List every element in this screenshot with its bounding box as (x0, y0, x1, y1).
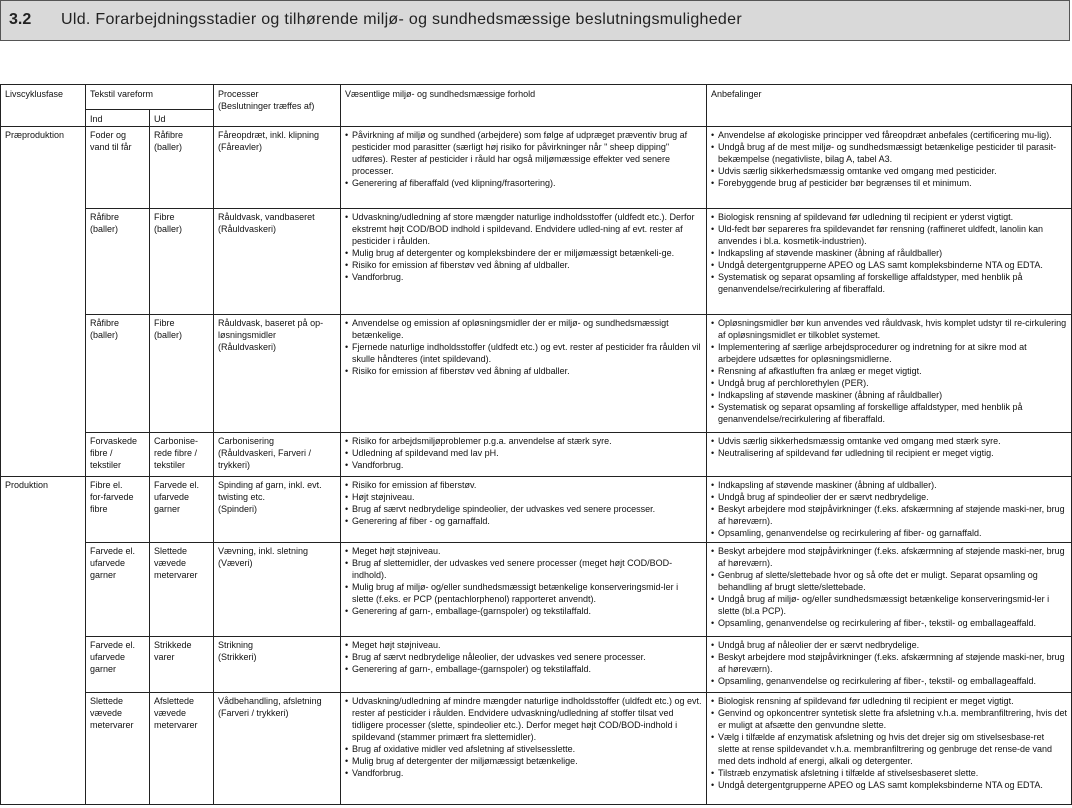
list-item: • Generering af garn-, emballage-(garnspoler) og tekstilaffald. (345, 605, 702, 617)
list-item: • Forebyggende brug af pesticider bør begrænses til et minimum. (711, 177, 1067, 189)
header-textile-form: Tekstil vareform (86, 85, 214, 110)
issues-cell (341, 693, 707, 805)
process-cell: Vådbehandling, afsletning (Farveri / trykkeri) (214, 693, 341, 805)
table-row (1, 637, 1072, 693)
list-item: • Udvis særlig sikkerhedsmæssig omtanke ved omgang med pesticider. (711, 165, 1067, 177)
process-cell: Strikning (Strikkeri) (214, 637, 341, 693)
recommendations-list (711, 479, 1067, 539)
out-cell: Strikkede varer (150, 637, 214, 693)
list-item: • Vælg i tilfælde af enzymatisk afsletning og hvis det drejer sig om stivelsesbase-ret slette at rense spildevandet v.h.a. membranfiltrering og genbruge det rense-de vand med dets indhold af energi, alkali og detergenter. (711, 731, 1067, 767)
in-cell: Slettede vævede metervarer (86, 693, 150, 805)
recommendations-list (711, 435, 1067, 459)
list-item: • Beskyt arbejdere mod støjpåvirkninger (f.eks. afskærmning af støjende maski-ner, brug af høreværn). (711, 545, 1067, 569)
recommendations-cell (707, 127, 1072, 209)
recommendations-list (711, 129, 1067, 189)
issues-list (345, 545, 702, 617)
recommendations-list (711, 695, 1067, 791)
recommendations-cell (707, 477, 1072, 543)
out-cell: Råfibre (baller) (150, 127, 214, 209)
recommendations-cell (707, 209, 1072, 315)
issues-list (345, 317, 702, 377)
list-item: • Risiko for emission af fiberstøv ved åbning af uldballer. (345, 365, 702, 377)
list-item: • Opløsningsmidler bør kun anvendes ved råuldvask, hvis komplet udstyr til re-cirkulering af opløsningsmidlet er tilkoblet systemet. (711, 317, 1067, 341)
list-item: • Udvaskning/udledning af mindre mængder naturlige indholdsstoffer (uldfedt etc.) og evt. rester af pesticider i råulden. Endvidere udvaskning/udledning af stoffer tilsat ved tidligere processer (slette, spindeolier etc.). Derfor meget højt COD/BOD-indhold i spildevand (stammer primært fra slettemidler). (345, 695, 702, 743)
issues-cell (341, 637, 707, 693)
table-row (1, 209, 1072, 315)
table-row (1, 693, 1072, 805)
out-cell: Fibre (baller) (150, 315, 214, 433)
header-recommendations: Anbefalinger (707, 85, 1072, 127)
list-item: • Fjernede naturlige indholdsstoffer (uldfedt etc.) og evt. rester af pesticider fra råulden vil skulle håndteres (intet spildevand). (345, 341, 702, 365)
process-cell: Spinding af garn, inkl. evt. twisting etc. (Spinderi) (214, 477, 341, 543)
phase-cell: Produktion (1, 477, 86, 805)
list-item: • Anvendelse og emission af opløsningsmidler der er miljø- og sundhedsmæssigt betænkelige. (345, 317, 702, 341)
table-row (1, 433, 1072, 477)
issues-cell (341, 543, 707, 637)
list-item: • Biologisk rensning af spildevand før udledning til recipient er meget vigtigt. (711, 695, 1067, 707)
issues-list (345, 695, 702, 779)
recommendations-cell (707, 693, 1072, 805)
issues-list (345, 129, 702, 189)
header-lifecycle: Livscyklusfase (1, 85, 86, 127)
in-cell: Farvede el. ufarvede garner (86, 637, 150, 693)
list-item: • Genvind og opkoncentrer syntetisk slette fra afsletning v.h.a. membranfiltrering, hvis det er muligt at afsætte den genvundne slette. (711, 707, 1067, 731)
list-item: • Tilstræb enzymatisk afsletning i tilfælde af stivelsesbaseret slette. (711, 767, 1067, 779)
list-item: • Udvaskning/udledning af store mængder naturlige indholdsstoffer (uldfedt etc.). Derfor ekstremt højt COD/BOD indhold i spildevand. Endvidere udled-ning af evt. rester af pesticider i råulden. (345, 211, 702, 247)
issues-cell (341, 127, 707, 209)
list-item: • Undgå brug af de mest miljø- og sundhedsmæssigt betænkelige pesticider til parasit-bekæmpelse (negativliste, bilag A, tabel A3. (711, 141, 1067, 165)
list-item: • Risiko for emission af fiberstøv ved åbning af uldballer. (345, 259, 702, 271)
list-item: • Brug af oxidative midler ved afsletning af stivelsesslette. (345, 743, 702, 755)
table-row (1, 477, 1072, 543)
list-item: • Rensning af afkastluften fra anlæg er meget vigtigt. (711, 365, 1067, 377)
list-item: • Udvis særlig sikkerhedsmæssig omtanke ved omgang med stærk syre. (711, 435, 1067, 447)
in-cell: Råfibre (baller) (86, 209, 150, 315)
section-number: 3.2 (9, 11, 32, 28)
list-item: • Biologisk rensning af spildevand før udledning til recipient er yderst vigtigt. (711, 211, 1067, 223)
list-item: • Generering af fiber - og garnaffald. (345, 515, 702, 527)
out-cell: Fibre (baller) (150, 209, 214, 315)
recommendations-list (711, 211, 1067, 295)
list-item: • Vandforbrug. (345, 271, 702, 283)
list-item: • Undgå brug af perchlorethylen (PER). (711, 377, 1067, 389)
list-item: • Systematisk og separat opsamling af forskellige affaldstyper, med henblik på genanvendelse/recirkulering af fiberaffald. (711, 401, 1067, 425)
list-item: • Opsamling, genanvendelse og recirkulering af fiber-, tekstil- og emballageaffald. (711, 617, 1067, 629)
out-cell: Slettede vævede metervarer (150, 543, 214, 637)
in-cell: Forvaskede fibre / tekstiler (86, 433, 150, 477)
in-cell: Foder og vand til får (86, 127, 150, 209)
process-cell: Vævning, inkl. sletning (Væveri) (214, 543, 341, 637)
out-cell: Farvede el. ufarvede garner (150, 477, 214, 543)
process-cell: Råuldvask, baseret på op- løsningsmidler (Råuldvaskeri) (214, 315, 341, 433)
list-item: • Systematisk og separat opsamling af forskellige affaldstyper, med henblik på genanvendelse/recirkulering af fiberaffald. (711, 271, 1067, 295)
list-item: • Meget højt støjniveau. (345, 545, 702, 557)
recommendations-list (711, 639, 1067, 687)
list-item: • Meget højt støjniveau. (345, 639, 702, 651)
list-item: • Generering af fiberaffald (ved klipning/frasortering). (345, 177, 702, 189)
out-cell: Carbonise- rede fibre / tekstiler (150, 433, 214, 477)
header-issues: Væsentlige miljø- og sundhedsmæssige forhold (341, 85, 707, 127)
list-item: • Påvirkning af miljø og sundhed (arbejdere) som følge af udpræget præventiv brug af pesticider mod parasitter (særligt høj risiko for påvirkninger når " sheep dipping" udføres). Rester af pesticider i råuld har også miljømæssige effekter ved senere processer. (345, 129, 702, 177)
issues-list (345, 479, 702, 527)
list-item: • Undgå brug af spindeolier der er særvt nedbrydelige. (711, 491, 1067, 503)
list-item: • Undgå detergentgrupperne APEO og LAS samt kompleksbinderne NTA og EDTA. (711, 779, 1067, 791)
list-item: • Brug af særvt nedbrydelige spindeolier, der udvaskes ved senere processer. (345, 503, 702, 515)
list-item: • Mulig brug af miljø- og/eller sundhedsmæssigt betænkelige konserveringsmid-ler i slette (f.eks. er PCP (pentachlorphenol) rapporteret anvendt). (345, 581, 702, 605)
list-item: • Opsamling, genanvendelse og recirkulering af fiber- og garnaffald. (711, 527, 1067, 539)
issues-cell (341, 477, 707, 543)
list-item: • Undgå brug af nåleolier der er særvt nedbrydelige. (711, 639, 1067, 651)
section-header (0, 0, 1070, 41)
recommendations-list (711, 317, 1067, 425)
list-item: • Undgå brug af miljø- og/eller sundhedsmæssigt betænkelige konserveringsmid-ler i slette (bl.a PCP). (711, 593, 1067, 617)
process-cell: Fåreopdræt, inkl. klipning (Fåreavler) (214, 127, 341, 209)
list-item: • Indkapsling af støvende maskiner (åbning af uldballer). (711, 479, 1067, 491)
list-item: • Vandforbrug. (345, 459, 702, 471)
header-out: Ud (150, 110, 214, 127)
in-cell: Farvede el. ufarvede garner (86, 543, 150, 637)
in-cell: Fibre el. for-farvede fibre (86, 477, 150, 543)
list-item: • Mulig brug af detergenter og kompleksbindere der er miljømæssigt betænkeli-ge. (345, 247, 702, 259)
list-item: • Mulig brug af detergenter der miljømæssigt betænkelige. (345, 755, 702, 767)
issues-cell (341, 433, 707, 477)
list-item: • Anvendelse af økologiske principper ved fåreopdræt anbefales (certificering mu-lig). (711, 129, 1067, 141)
list-item: • Højt støjniveau. (345, 491, 702, 503)
list-item: • Udledning af spildevand med lav pH. (345, 447, 702, 459)
list-item: • Vandforbrug. (345, 767, 702, 779)
list-item: • Undgå detergentgrupperne APEO og LAS samt kompleksbinderne NTA og EDTA. (711, 259, 1067, 271)
table-row (1, 127, 1072, 209)
out-cell: Afslettede vævede metervarer (150, 693, 214, 805)
list-item: • Neutralisering af spildevand før udledning til recipient er meget vigtig. (711, 447, 1067, 459)
issues-list (345, 211, 702, 283)
issues-cell (341, 209, 707, 315)
list-item: • Brug af slettemidler, der udvaskes ved senere processer (meget højt COD/BOD-indhold). (345, 557, 702, 581)
table-row (1, 315, 1072, 433)
list-item: • Uld-fedt bør separeres fra spildevandet før rensning (raffineret uldfedt, lanolin kan anvendes i bl.a. kosmetik-industrien). (711, 223, 1067, 247)
recommendations-cell (707, 543, 1072, 637)
list-item: • Beskyt arbejdere mod støjpåvirkninger (f.eks. afskærmning af støjende maski-ner, brug af høreværn). (711, 503, 1067, 527)
process-cell: Carbonisering (Råuldvaskeri, Farveri / trykkeri) (214, 433, 341, 477)
table-row (1, 543, 1072, 637)
list-item: • Implementering af særlige arbejdsprocedurer og indretning for at sikre mod at arbejdere udsættes for opløsningsmidlerne. (711, 341, 1067, 365)
phase-cell: Præproduktion (1, 127, 86, 477)
list-item: • Brug af særvt nedbrydelige nåleolier, der udvaskes ved senere processer. (345, 651, 702, 663)
recommendations-cell (707, 637, 1072, 693)
recommendations-cell (707, 433, 1072, 477)
list-item: • Risiko for arbejdsmiljøproblemer p.g.a. anvendelse af stærk syre. (345, 435, 702, 447)
in-cell: Råfibre (baller) (86, 315, 150, 433)
issues-list (345, 435, 702, 471)
header-in: Ind (86, 110, 150, 127)
header-processes: Processer (Beslutninger træffes af) (214, 85, 341, 127)
issues-cell (341, 315, 707, 433)
list-item: • Beskyt arbejdere mod støjpåvirkninger (f.eks. afskærmning af støjende maski-ner, brug af høreværn). (711, 651, 1067, 675)
recommendations-cell (707, 315, 1072, 433)
issues-list (345, 639, 702, 675)
list-item: • Generering af garn-, emballage-(garnspoler) og tekstilaffald. (345, 663, 702, 675)
list-item: • Indkapsling af støvende maskiner (åbning af råuldballer) (711, 389, 1067, 401)
list-item: • Genbrug af slette/slettebade hvor og så ofte det er muligt. Separat opsamling og behandling af brugt slette/slettebade. (711, 569, 1067, 593)
list-item: • Indkapsling af støvende maskiner (åbning af råuldballer) (711, 247, 1067, 259)
list-item: • Opsamling, genanvendelse og recirkulering af fiber-, tekstil- og emballageaffald. (711, 675, 1067, 687)
recommendations-list (711, 545, 1067, 629)
section-title: Uld. Forarbejdningsstadier og tilhørende miljø- og sundhedsmæssige beslutningsmuligheder (61, 11, 742, 28)
process-cell: Råuldvask, vandbaseret (Råuldvaskeri) (214, 209, 341, 315)
process-table (0, 84, 1072, 805)
list-item: • Risiko for emission af fiberstøv. (345, 479, 702, 491)
